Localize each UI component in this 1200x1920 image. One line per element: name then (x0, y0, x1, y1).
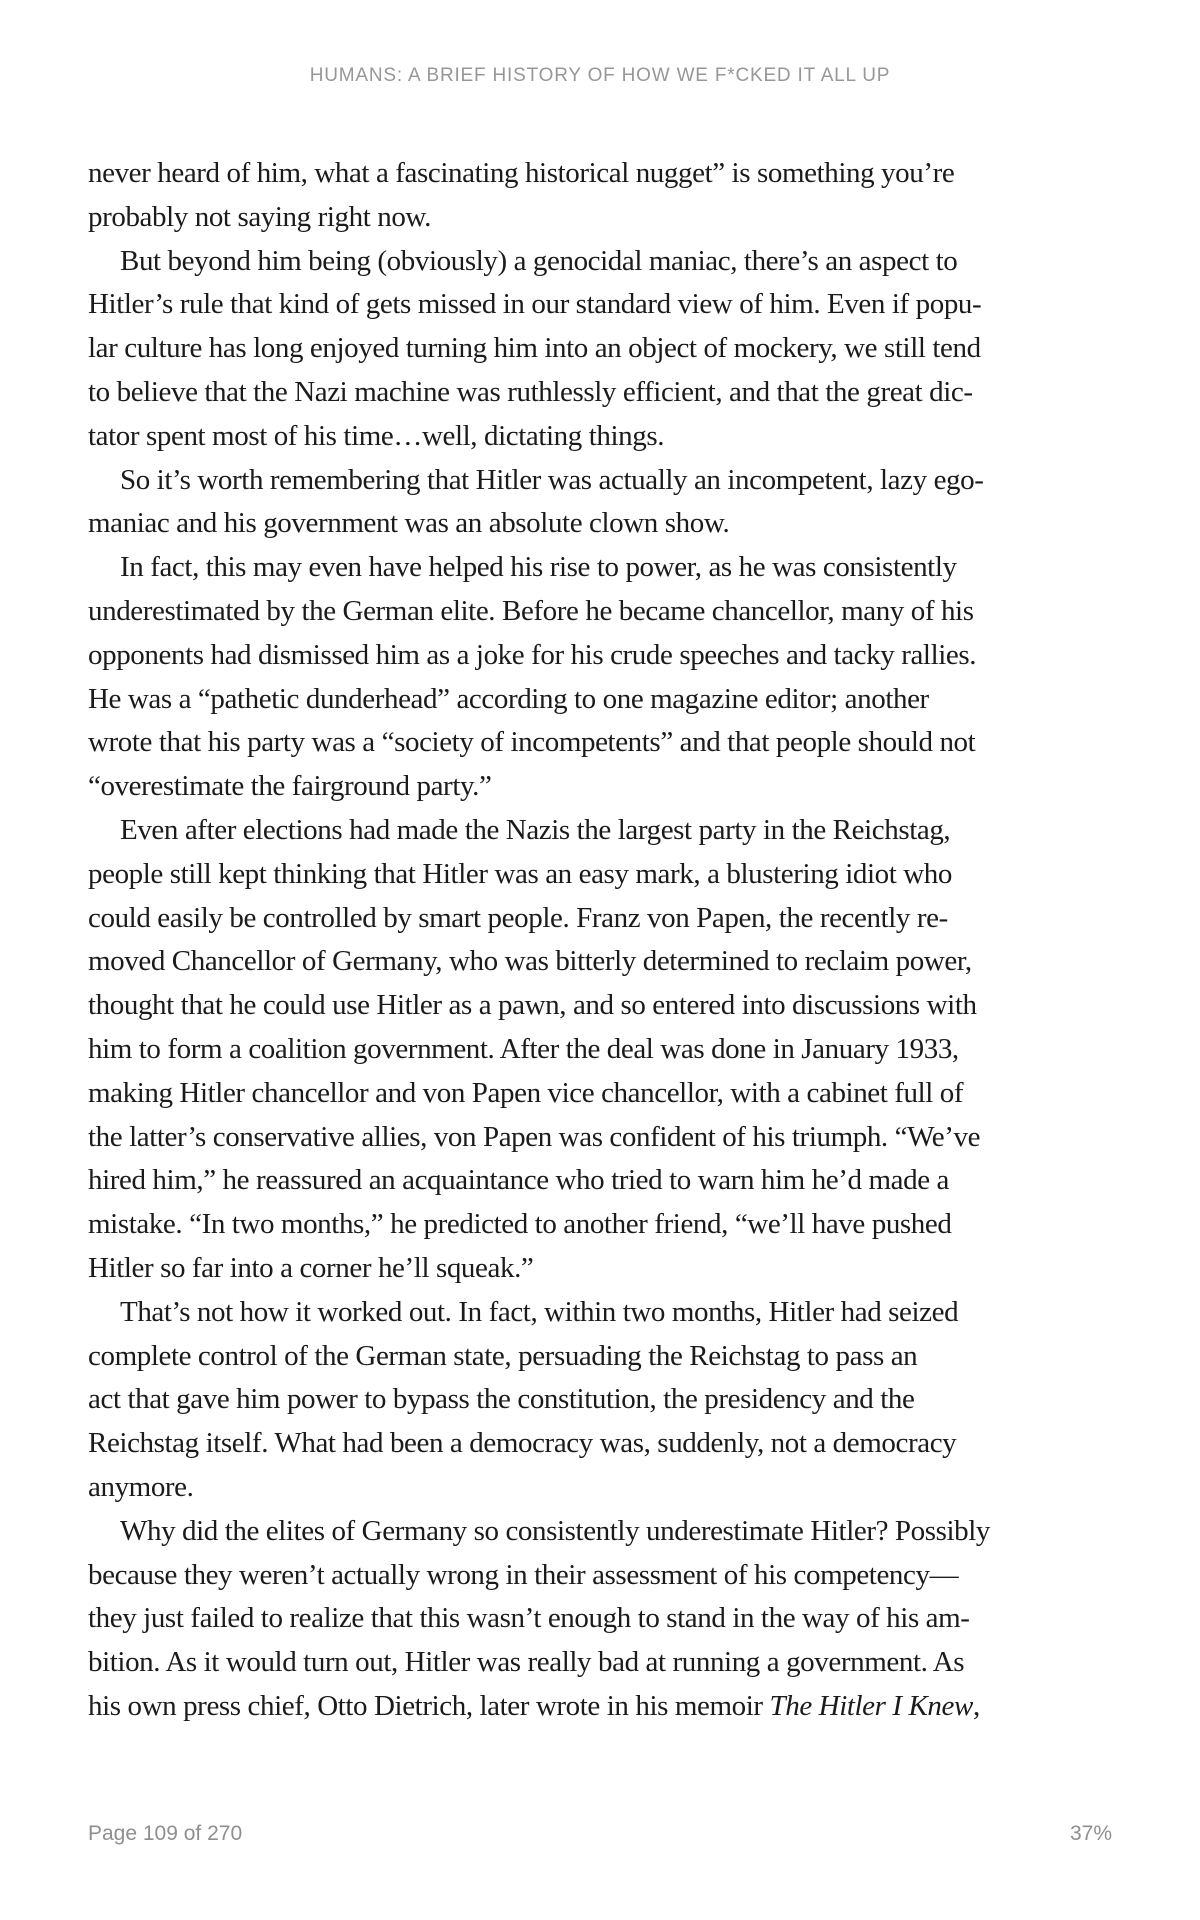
text-segment: opponents had dismissed him as a joke for his crude speeches and tacky rallies. (88, 638, 977, 671)
page-number-label: Page 109 of 270 (88, 1822, 243, 1845)
text-segment: Hitler so far into a corner he’ll squeak.” (88, 1251, 534, 1284)
text-segment: wrote that his party was a “society of incompetents” and that people should not (88, 726, 976, 759)
page-footer (88, 1820, 1112, 1848)
text-segment: people still kept thinking that Hitler was an easy mark, a blustering idiot who (88, 857, 953, 890)
text-segment: could easily be controlled by smart people. Franz von Papen, the recently re- (88, 901, 948, 934)
text-segment: maniac and his government was an absolute clown show. (88, 507, 730, 540)
text-line (88, 546, 1112, 590)
text-line (88, 1685, 1112, 1729)
text-segment: , (972, 1689, 980, 1722)
text-segment: He was a “pathetic dunderhead” according to one magazine editor; another (88, 682, 929, 715)
text-line (88, 1159, 1112, 1203)
text-segment: act that gave him power to bypass the constitution, the presidency and the (88, 1383, 915, 1416)
text-segment: bition. As it would turn out, Hitler was really bad at running a government. As (88, 1646, 965, 1679)
text-segment: But beyond him being (obviously) a genocidal maniac, there’s an aspect to (120, 244, 958, 277)
text-segment: to believe that the Nazi machine was ruthlessly efficient, and that the great dic- (88, 375, 973, 408)
text-line (88, 1641, 1112, 1685)
text-segment: That’s not how it worked out. In fact, within two months, Hitler had seized (120, 1295, 959, 1328)
text-segment: mistake. “In two months,” he predicted to another friend, “we’ll have pushed (88, 1208, 952, 1241)
text-line (88, 459, 1112, 503)
text-line (88, 327, 1112, 371)
text-line (88, 152, 1112, 196)
text-line (88, 1335, 1112, 1379)
text-line (88, 634, 1112, 678)
text-segment: making Hitler chancellor and von Papen vice chancellor, with a cabinet full of (88, 1076, 964, 1109)
text-line (88, 1554, 1112, 1598)
text-segment: lar culture has long enjoyed turning him into an object of mockery, we still tend (88, 332, 981, 365)
text-segment: his own press chief, Otto Dietrich, later wrote in his memoir (88, 1689, 770, 1722)
text-segment: they just failed to realize that this wasn’t enough to stand in the way of his am- (88, 1602, 970, 1635)
text-line (88, 415, 1112, 459)
text-line (88, 502, 1112, 546)
text-segment: Hitler’s rule that kind of gets missed in our standard view of him. Even if popu- (88, 288, 982, 321)
text-segment: Why did the elites of Germany so consistently underestimate Hitler? Possibly (120, 1514, 991, 1547)
text-segment: anymore. (88, 1470, 194, 1503)
text-segment: Reichstag itself. What had been a democracy was, suddenly, not a democracy (88, 1427, 957, 1460)
text-line (88, 1116, 1112, 1160)
text-line (88, 1466, 1112, 1510)
text-segment: tator spent most of his time…well, dictating things. (88, 419, 665, 452)
page-text (88, 152, 1112, 1729)
text-line (88, 1378, 1112, 1422)
text-segment: hired him,” he reassured an acquaintance who tried to warn him he’d made a (88, 1164, 949, 1197)
text-segment: complete control of the German state, persuading the Reichstag to pass an (88, 1339, 918, 1372)
text-segment: thought that he could use Hitler as a pawn, and so entered into discussions with (88, 989, 977, 1022)
text-segment: moved Chancellor of Germany, who was bitterly determined to reclaim power, (88, 945, 972, 978)
text-segment: In fact, this may even have helped his rise to power, as he was consistently (120, 551, 957, 584)
text-segment: So it’s worth remembering that Hitler was actually an incompetent, lazy ego- (120, 463, 984, 496)
text-line (88, 1597, 1112, 1641)
text-line (88, 1247, 1112, 1291)
text-line (88, 1422, 1112, 1466)
text-segment: underestimated by the German elite. Before he became chancellor, many of his (88, 594, 974, 627)
text-segment: him to form a coalition government. After the deal was done in January 1933, (88, 1032, 959, 1065)
text-line (88, 1072, 1112, 1116)
text-line (88, 371, 1112, 415)
text-line (88, 765, 1112, 809)
text-segment: because they weren’t actually wrong in their assessment of his competency— (88, 1558, 959, 1591)
text-segment: never heard of him, what a fascinating historical nugget” is something you’re (88, 157, 955, 189)
text-segment: the latter’s conservative allies, von Papen was confident of his triumph. “We’ve (88, 1120, 981, 1153)
text-line (88, 196, 1112, 240)
text-line (88, 809, 1112, 853)
book-title-italic: The Hitler I Knew (769, 1689, 973, 1722)
text-line (88, 1510, 1112, 1554)
text-segment: “overestimate the fairground party.” (88, 770, 492, 803)
text-line (88, 940, 1112, 984)
text-line (88, 721, 1112, 765)
book-title-header: HUMANS: A BRIEF HISTORY OF HOW WE F*CKED IT ALL UP (309, 65, 891, 86)
text-line (88, 1203, 1112, 1247)
text-line (88, 283, 1112, 327)
text-line (88, 678, 1112, 722)
text-line (88, 984, 1112, 1028)
reading-progress-label: 37% (1069, 1822, 1112, 1845)
text-line (88, 240, 1112, 284)
text-line (88, 1028, 1112, 1072)
text-line (88, 897, 1112, 941)
text-segment: probably not saying right now. (88, 200, 431, 233)
text-line (88, 590, 1112, 634)
text-segment: Even after elections had made the Nazis the largest party in the Reichstag, (120, 813, 951, 846)
text-line (88, 1291, 1112, 1335)
text-line (88, 853, 1112, 897)
